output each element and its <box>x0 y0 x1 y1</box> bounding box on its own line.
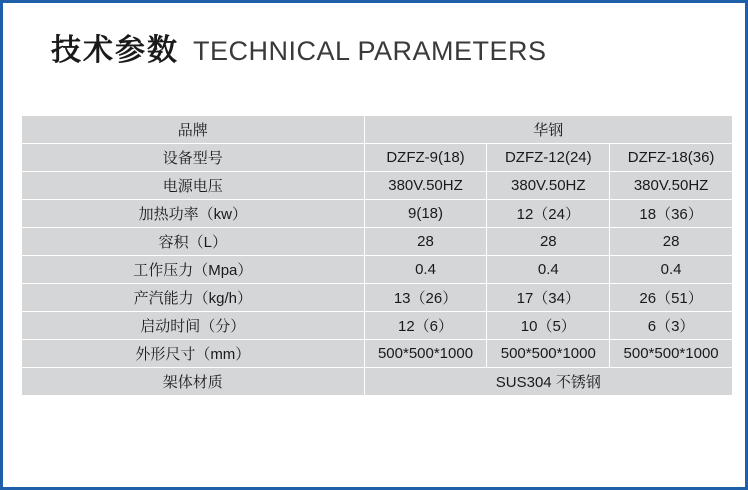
row-value: 6（3） <box>610 312 733 340</box>
page-title-english: TECHNICAL PARAMETERS <box>193 36 547 66</box>
table-row <box>22 312 733 340</box>
table-row <box>22 200 733 228</box>
row-value: 9(18) <box>364 200 487 228</box>
table-body <box>22 116 733 396</box>
row-label: 品牌 <box>22 116 365 144</box>
row-value: 500*500*1000 <box>487 340 610 368</box>
row-label: 产汽能力（kg/h） <box>22 284 365 312</box>
table-row <box>22 256 733 284</box>
row-value: 10（5） <box>487 312 610 340</box>
page-title-chinese: 技术参数 <box>51 34 179 67</box>
row-value: 0.4 <box>610 256 733 284</box>
row-label: 外形尺寸（mm） <box>22 340 365 368</box>
row-value: DZFZ-12(24) <box>487 144 610 172</box>
row-label: 架体材质 <box>22 368 365 396</box>
row-value: 500*500*1000 <box>364 340 487 368</box>
row-value: 26（51） <box>610 284 733 312</box>
row-value: 17（34） <box>487 284 610 312</box>
row-value: 12（6） <box>364 312 487 340</box>
row-label: 容积（L） <box>22 228 365 256</box>
table-row <box>22 368 733 396</box>
row-value: 0.4 <box>487 256 610 284</box>
row-value: 18（36） <box>610 200 733 228</box>
row-label: 加热功率（kw） <box>22 200 365 228</box>
row-value: 380V.50HZ <box>610 172 733 200</box>
row-value: 380V.50HZ <box>364 172 487 200</box>
table-row <box>22 228 733 256</box>
spec-table-container <box>21 115 733 396</box>
row-value: 380V.50HZ <box>487 172 610 200</box>
row-value: 华钢 <box>364 116 732 144</box>
row-value: SUS304 不锈钢 <box>364 368 732 396</box>
table-row <box>22 340 733 368</box>
row-value: 28 <box>364 228 487 256</box>
row-value: 13（26） <box>364 284 487 312</box>
row-value: DZFZ-9(18) <box>364 144 487 172</box>
row-value: 0.4 <box>364 256 487 284</box>
row-label: 工作压力（Mpa） <box>22 256 365 284</box>
table-row <box>22 172 733 200</box>
row-value: DZFZ-18(36) <box>610 144 733 172</box>
table-row <box>22 144 733 172</box>
row-value: 12（24） <box>487 200 610 228</box>
table-row <box>22 116 733 144</box>
row-value: 500*500*1000 <box>610 340 733 368</box>
row-value: 28 <box>487 228 610 256</box>
technical-parameters-table <box>21 115 733 396</box>
table-row <box>22 284 733 312</box>
row-label: 启动时间（分） <box>22 312 365 340</box>
row-label: 电源电压 <box>22 172 365 200</box>
page-title <box>51 25 547 69</box>
row-value: 28 <box>610 228 733 256</box>
row-label: 设备型号 <box>22 144 365 172</box>
